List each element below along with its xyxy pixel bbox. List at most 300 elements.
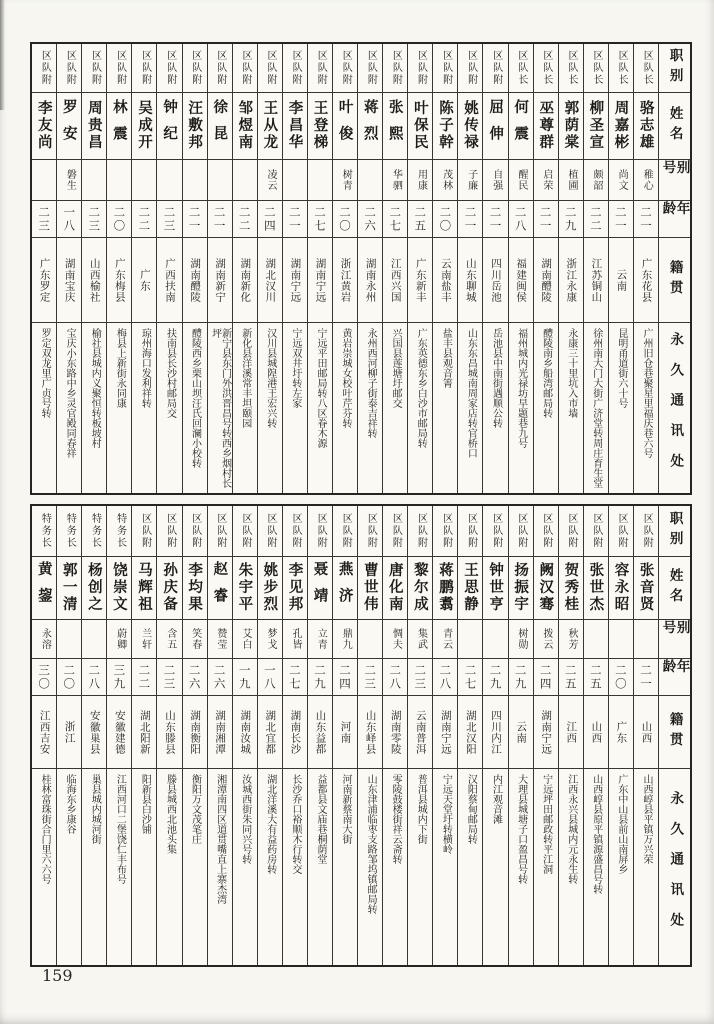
address-cell-text: 普洱县城内下街 <box>415 774 427 844</box>
address-cell <box>157 323 181 493</box>
origin-cell <box>458 238 482 323</box>
person-column <box>633 506 658 965</box>
age-cell-text: 三〇 <box>37 663 52 691</box>
address-cell-text: 广东英德东乡白沙市邮局转 <box>415 328 427 448</box>
age-cell-text: 二二 <box>137 205 152 233</box>
rank-cell <box>584 44 608 93</box>
name-cell <box>233 557 257 620</box>
person-column <box>32 44 56 493</box>
address-cell-text: 零陵鼓楼街祥云斋转 <box>390 774 402 864</box>
rank-cell-text: 区队附 <box>365 512 377 550</box>
origin-cell-text: 湖南湘潭 <box>214 709 227 755</box>
age-cell-text: 二二 <box>237 205 252 233</box>
alias-cell <box>333 160 357 201</box>
age-cell-text: 二四 <box>338 663 353 691</box>
address-cell-text: 福州城内光禄坊早题巷九号 <box>515 328 527 448</box>
rank-cell <box>559 44 583 93</box>
alias-cell-text: 孔皆 <box>290 628 302 650</box>
rank-cell-text: 区队长 <box>641 49 653 87</box>
age-cell <box>534 659 558 696</box>
rank-cell-text: 区队附 <box>214 512 226 550</box>
alias-cell <box>57 620 81 659</box>
name-cell-text: 巫尊群 <box>537 100 555 152</box>
alias-cell <box>283 620 307 659</box>
name-cell <box>383 557 407 620</box>
origin-cell <box>383 696 407 769</box>
person-column <box>131 44 156 493</box>
address-cell <box>408 769 432 965</box>
person-column <box>407 506 432 965</box>
alias-cell <box>183 160 207 201</box>
address-cell <box>233 769 257 965</box>
age-cell-text: 二九 <box>488 663 503 691</box>
person-column <box>282 44 307 493</box>
address-cell <box>559 323 583 493</box>
row-header-origin <box>659 696 690 769</box>
origin-cell-text: 山西 <box>590 720 603 744</box>
address-cell-text: 广州旧仓巷聚星里福庆巷六号 <box>640 328 652 458</box>
rank-cell <box>358 44 382 93</box>
origin-cell <box>183 238 207 323</box>
age-cell-text: 二五 <box>413 205 428 233</box>
name-cell <box>107 557 131 620</box>
row-header-label: 永久通讯处 <box>667 332 684 484</box>
name-cell-text: 扬振宇 <box>512 562 530 614</box>
rank-cell-text: 区队附 <box>616 512 628 550</box>
origin-cell <box>559 696 583 769</box>
age-cell-text: 二五 <box>563 663 578 691</box>
rank-cell-text: 区队附 <box>340 512 352 550</box>
name-cell <box>258 557 282 620</box>
age-cell-text: 二二 <box>137 663 152 691</box>
rank-cell <box>258 506 282 557</box>
name-cell <box>183 93 207 160</box>
age-cell-text: 二一 <box>638 205 653 233</box>
origin-cell-text: 四川岳池 <box>490 257 502 303</box>
age-cell-text: 二八 <box>388 663 403 691</box>
origin-cell <box>107 696 131 769</box>
origin-cell <box>333 238 357 323</box>
person-column <box>508 506 533 965</box>
alias-cell-text: 拨云 <box>540 628 552 650</box>
rank-cell-text: 区队附 <box>189 49 201 87</box>
origin-cell-text: 湖南宝庆 <box>63 257 76 303</box>
person-column <box>81 506 106 965</box>
origin-cell-text: 江苏铜山 <box>590 257 603 303</box>
origin-cell-text: 云南普洱 <box>414 709 427 755</box>
alias-cell <box>32 620 56 659</box>
row-header-role <box>659 506 690 557</box>
rank-cell-text: 区队附 <box>39 49 51 87</box>
rank-cell <box>82 506 106 557</box>
age-cell <box>408 659 432 696</box>
name-cell-text: 郭一清 <box>60 562 78 614</box>
name-cell-text: 姚步烈 <box>261 562 279 614</box>
name-cell <box>308 557 332 620</box>
rank-cell-text: 区队附 <box>390 512 402 550</box>
rank-cell-text: 区队附 <box>490 512 502 550</box>
name-cell <box>483 557 507 620</box>
age-cell <box>408 201 432 238</box>
name-cell-text: 姚传禄 <box>462 100 480 152</box>
age-cell-text: 一九 <box>237 663 252 691</box>
origin-cell <box>433 238 457 323</box>
row-header-label: 职别 <box>666 47 683 89</box>
origin-cell <box>333 696 357 769</box>
person-column <box>32 506 56 965</box>
person-column <box>81 44 106 493</box>
row-header-origin <box>659 238 690 323</box>
origin-cell-text: 云南 <box>515 720 528 744</box>
age-cell-text: 二〇 <box>62 663 77 691</box>
rank-cell <box>283 44 307 93</box>
alias-cell-text: 稚心 <box>641 169 653 191</box>
rank-cell <box>333 506 357 557</box>
origin-cell <box>509 238 533 323</box>
name-cell <box>584 93 608 160</box>
origin-cell <box>634 238 658 323</box>
origin-cell <box>233 238 257 323</box>
rank-cell-text: 区队附 <box>465 49 477 87</box>
rank-cell-text: 区队附 <box>415 512 427 550</box>
address-cell <box>107 323 131 493</box>
row-header-label: 永久通讯处 <box>667 791 684 943</box>
alias-cell <box>57 160 81 201</box>
name-cell-text: 钟纪 <box>161 99 179 153</box>
name-cell <box>634 557 658 620</box>
alias-cell-text: 梦戈 <box>265 628 277 650</box>
origin-cell <box>609 696 633 769</box>
address-cell-text: 山东津浦临枣支路邹坞镇邮局转 <box>365 774 377 914</box>
name-cell-text: 柳圣宣 <box>587 100 605 152</box>
name-cell <box>157 557 181 620</box>
name-cell-text: 唐化南 <box>386 562 404 614</box>
rank-cell-text: 区队附 <box>440 49 452 87</box>
row-header-label: 籍贯 <box>666 259 683 301</box>
age-cell <box>634 659 658 696</box>
address-cell-text: 榆社县城内义聚恒转板坡村 <box>89 328 101 448</box>
name-cell <box>333 93 357 160</box>
origin-cell-text: 广东 <box>615 720 628 744</box>
address-cell-text: 巢县城内城河街 <box>89 774 101 844</box>
origin-cell-text: 福建闽侯 <box>515 257 528 303</box>
name-cell-text: 叶保民 <box>411 100 429 152</box>
name-cell-text: 吴成开 <box>136 100 153 152</box>
origin-cell-text: 湖北阳新 <box>138 709 151 755</box>
address-cell-text: 大理县城塘子口盈昌号转 <box>515 774 527 884</box>
alias-cell-text: 树青 <box>340 169 352 191</box>
origin-cell <box>458 696 482 769</box>
origin-cell <box>433 696 457 769</box>
address-cell <box>483 769 507 965</box>
name-cell <box>559 557 583 620</box>
origin-cell-text: 湖北汉阳 <box>464 709 477 755</box>
alias-cell <box>283 160 307 201</box>
alias-cell-text: 鼎九 <box>340 628 352 650</box>
alias-cell-text: 尚文 <box>616 169 628 191</box>
row-header-age <box>659 659 690 696</box>
origin-cell-text: 安徽巢县 <box>88 709 101 755</box>
age-cell-text: 二〇 <box>613 663 628 691</box>
address-cell <box>358 769 382 965</box>
address-cell <box>333 769 357 965</box>
name-cell-text: 阙汉骞 <box>537 562 555 614</box>
origin-cell <box>32 238 56 323</box>
rank-cell <box>258 44 282 93</box>
origin-cell <box>559 238 583 323</box>
origin-cell <box>283 238 307 323</box>
row-header-column <box>658 506 690 965</box>
age-cell <box>208 659 232 696</box>
alias-cell-text: 茂林 <box>440 169 452 191</box>
rank-cell <box>458 44 482 93</box>
alias-cell <box>358 160 382 201</box>
age-cell <box>509 201 533 238</box>
person-column <box>533 506 558 965</box>
person-column <box>633 44 658 493</box>
alias-cell-text: 惆夫 <box>390 628 402 650</box>
person-column <box>558 506 583 965</box>
rank-cell-text: 特务长 <box>39 512 51 550</box>
person-column <box>608 506 633 965</box>
age-cell-text: 二一 <box>463 205 478 233</box>
address-cell-text: 江西永兴县城内元永生转 <box>565 774 577 884</box>
name-cell <box>258 93 282 160</box>
origin-cell-text: 湖南长沙 <box>289 709 302 755</box>
age-cell <box>32 201 56 238</box>
rank-cell-text: 区队长 <box>616 49 628 87</box>
origin-cell-text: 广东梅县 <box>113 257 126 303</box>
alias-cell-text: 集武 <box>415 628 427 650</box>
rank-cell-text: 区队附 <box>189 512 201 550</box>
age-cell-text: 一八 <box>62 205 77 233</box>
age-cell-text: 三九 <box>112 663 127 691</box>
name-cell-text: 周贵昌 <box>85 100 103 152</box>
person-column <box>508 44 533 493</box>
origin-cell <box>634 696 658 769</box>
person-column <box>432 44 457 493</box>
rank-cell-text: 区队附 <box>114 49 126 87</box>
age-cell <box>183 659 207 696</box>
person-column <box>357 44 382 493</box>
address-cell-text: 江西河口二堡饶仁丰布号 <box>114 774 126 884</box>
row-header-label: 姓名 <box>666 105 683 147</box>
name-cell-text: 朱宇平 <box>236 562 254 614</box>
rank-cell-text: 区队附 <box>239 49 251 87</box>
address-cell <box>458 323 482 493</box>
origin-cell-text: 山东益都 <box>314 709 327 755</box>
age-cell <box>609 659 633 696</box>
alias-cell-text: 兰轩 <box>139 628 151 650</box>
alias-cell <box>559 620 583 659</box>
address-cell-text: 宝庆小东路中乡灵官殿同春祥 <box>64 328 76 458</box>
origin-cell-text: 四川内江 <box>490 709 502 755</box>
address-cell-text: 琼州海口发利祥转 <box>139 328 151 408</box>
person-column <box>106 506 131 965</box>
origin-cell-text: 湖南宁远 <box>540 709 553 755</box>
name-cell <box>208 557 232 620</box>
name-cell-text: 黎尔成 <box>411 562 429 614</box>
address-cell-text: 醴陵南乡船湾邮局转 <box>540 328 552 418</box>
alias-cell <box>458 620 482 659</box>
address-cell-text: 山西崞县平镇万兴荣 <box>640 774 652 864</box>
rank-cell <box>183 506 207 557</box>
origin-cell-text: 广东花县 <box>640 257 653 303</box>
name-cell-text: 郭荫棠 <box>562 100 580 152</box>
page-number: 159 <box>42 966 73 985</box>
alias-cell <box>408 160 432 201</box>
address-cell-text: 醴陵西乡栗山坝汪氏回澜小校转 <box>189 328 201 468</box>
name-cell <box>509 557 533 620</box>
age-cell <box>333 201 357 238</box>
name-cell <box>57 93 81 160</box>
address-cell-text: 罗定双龙里广贞号转 <box>39 328 51 418</box>
rank-cell <box>157 506 181 557</box>
address-cell <box>132 323 156 493</box>
address-cell <box>32 769 56 965</box>
alias-cell <box>208 160 232 201</box>
origin-cell <box>383 238 407 323</box>
origin-cell-text: 广东罗定 <box>38 257 51 303</box>
row-header-label: 籍贯 <box>666 711 683 753</box>
address-cell-text: 内江观音滩 <box>490 774 502 824</box>
name-cell <box>609 557 633 620</box>
person-column <box>608 44 633 493</box>
person-column <box>482 44 507 493</box>
origin-cell <box>183 696 207 769</box>
address-cell-text: 梅县上新街永同康 <box>114 328 126 408</box>
address-cell <box>584 769 608 965</box>
address-cell <box>483 323 507 493</box>
alias-cell <box>258 620 282 659</box>
alias-cell <box>333 620 357 659</box>
address-cell <box>383 769 407 965</box>
origin-cell-text: 湖南汝城 <box>239 709 252 755</box>
address-cell <box>233 323 257 493</box>
address-cell-text: 黄岩崇城女校叶芹芬转 <box>340 328 352 428</box>
person-column <box>182 44 207 493</box>
alias-cell <box>509 620 533 659</box>
rank-cell <box>32 506 56 557</box>
name-cell-text: 陈子幹 <box>436 100 454 152</box>
address-cell <box>509 323 533 493</box>
origin-cell-text: 山东滕县 <box>163 709 176 755</box>
row-header-label: 别号 <box>659 160 690 181</box>
origin-cell-text: 湖南醴陵 <box>189 257 202 303</box>
address-cell-text: 衡阳万文茂笔庄 <box>189 774 201 844</box>
origin-cell-text: 云南 <box>615 268 628 292</box>
age-cell <box>57 201 81 238</box>
alias-cell <box>157 160 181 201</box>
roster-table-bottom <box>30 504 692 967</box>
rank-cell <box>408 506 432 557</box>
age-cell <box>609 201 633 238</box>
address-cell <box>208 769 232 965</box>
rank-cell <box>233 44 257 93</box>
name-cell-text: 王从龙 <box>261 100 279 152</box>
alias-cell <box>433 160 457 201</box>
origin-cell-text: 湖北汉川 <box>264 257 277 303</box>
age-cell <box>32 659 56 696</box>
row-header-role <box>659 44 690 93</box>
address-cell <box>358 323 382 493</box>
origin-cell-text: 湖南醴陵 <box>540 257 553 303</box>
row-header-alias <box>659 160 690 201</box>
age-cell <box>383 659 407 696</box>
rank-cell <box>609 506 633 557</box>
origin-cell <box>283 696 307 769</box>
rank-cell-text: 特务长 <box>89 512 101 550</box>
address-cell <box>183 323 207 493</box>
alias-cell <box>183 620 207 659</box>
row-header-address <box>659 769 690 965</box>
alias-cell <box>433 620 457 659</box>
name-cell <box>107 93 131 160</box>
rank-cell <box>283 506 307 557</box>
name-cell <box>82 93 106 160</box>
rank-cell <box>559 506 583 557</box>
rank-cell <box>132 44 156 93</box>
person-column <box>156 44 181 493</box>
rank-cell-text: 区队附 <box>290 512 302 550</box>
alias-cell <box>383 620 407 659</box>
name-cell-text: 邹煜南 <box>236 100 254 152</box>
name-cell <box>433 93 457 160</box>
rank-cell-text: 区队长 <box>565 49 577 87</box>
address-cell <box>433 323 457 493</box>
person-column <box>232 506 257 965</box>
address-cell-text: 新宁县东门外洪晋昌号转西乡烟村长坪 <box>209 328 231 488</box>
alias-cell <box>132 620 156 659</box>
age-cell <box>258 659 282 696</box>
name-cell-text: 罗安 <box>60 99 78 153</box>
rank-cell <box>534 44 558 93</box>
rank-cell <box>183 44 207 93</box>
name-cell <box>183 557 207 620</box>
origin-cell <box>208 238 232 323</box>
address-cell-text: 宁远天堂圩转横岭 <box>440 774 452 854</box>
row-header-label: 别号 <box>659 620 690 641</box>
person-column <box>332 44 357 493</box>
address-cell <box>534 769 558 965</box>
address-cell-text: 新化县洋溪常丰坦颐园 <box>239 328 251 428</box>
name-cell <box>358 93 382 160</box>
age-cell-text: 二三 <box>87 205 102 233</box>
origin-cell-text: 湖南宁远 <box>314 257 327 303</box>
rank-cell-text: 区队附 <box>540 512 552 550</box>
rank-cell <box>534 506 558 557</box>
alias-cell-text: 自强 <box>490 169 502 191</box>
origin-cell <box>258 696 282 769</box>
origin-cell <box>609 238 633 323</box>
rank-cell-text: 区队附 <box>315 49 327 87</box>
address-cell-text: 汝城西街朱同兴号转 <box>239 774 251 864</box>
name-cell-text: 李友尚 <box>35 100 53 152</box>
address-cell <box>383 323 407 493</box>
name-cell <box>383 93 407 160</box>
origin-cell <box>82 238 106 323</box>
rank-cell-text: 区队附 <box>239 512 251 550</box>
age-cell <box>283 659 307 696</box>
age-cell <box>483 659 507 696</box>
origin-cell-text: 湖南永州 <box>364 257 377 303</box>
alias-cell <box>308 620 332 659</box>
rank-cell <box>233 506 257 557</box>
address-cell-text: 岳池县中南街遇顺公转 <box>490 328 502 428</box>
address-cell-text: 扶南县长沙村邮局交 <box>164 328 176 418</box>
rank-cell <box>32 44 56 93</box>
name-cell-text: 孙庆备 <box>161 562 179 614</box>
